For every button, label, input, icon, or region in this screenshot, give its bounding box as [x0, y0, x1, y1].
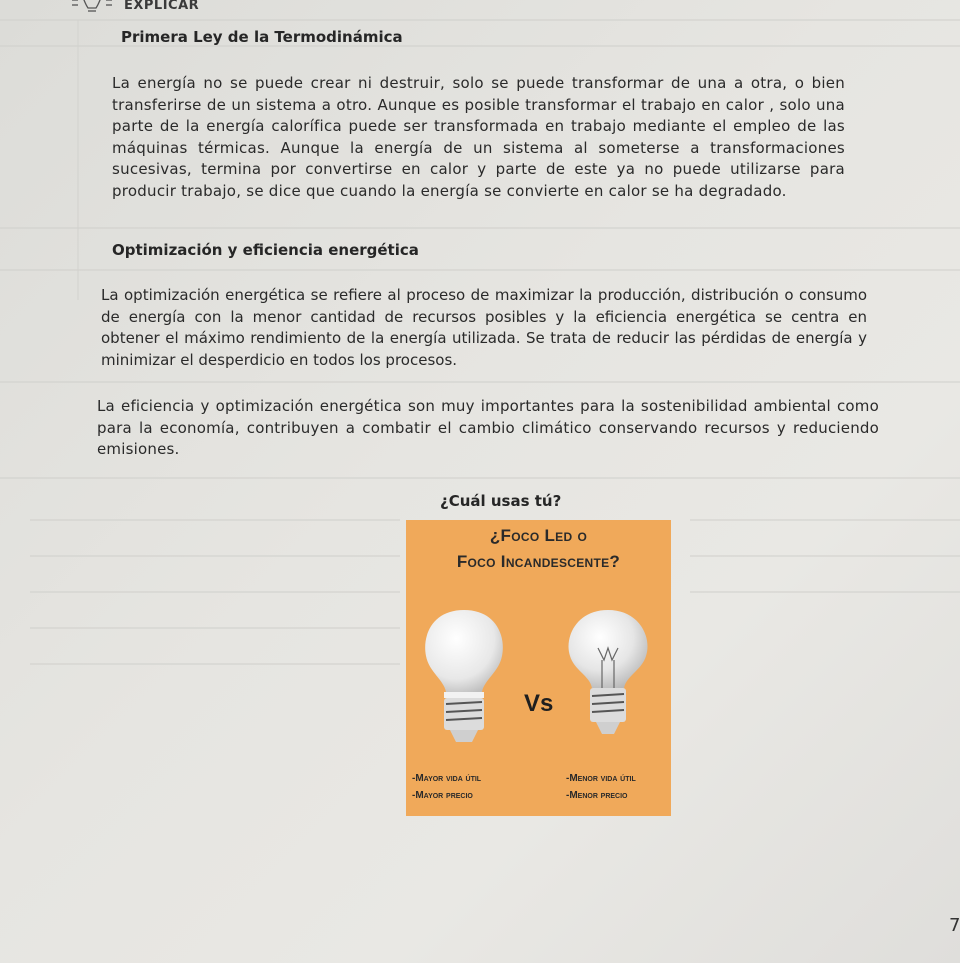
incandescent-bulb-icon	[562, 608, 654, 748]
led-feature-1: -Mayor vida útil	[412, 773, 482, 784]
paragraph-optimization: La optimización energética se refiere al proceso de maximizar la producción, distribución o consumo de energía con la menor cantidad de recursos posibles y la eficiencia energética se centra en obtener el máximo rendimiento de la energía utilizada. Se trata de reducir las pérdidas de energía y minimizar el desperdicio en todos los procesos.	[101, 286, 867, 369]
lightbulb-icon	[70, 0, 114, 18]
infographic-title-line2: Foco Incandescente?	[456, 552, 621, 571]
led-vs-incandescent-infographic	[406, 520, 671, 816]
section-header	[70, 0, 199, 16]
page-number: 7	[949, 915, 960, 936]
paragraph-thermodynamics: La energía no se puede crear ni destruir, solo se puede transformar de una a otra, o bien transferirse de un sistema a otro. Aunque es posible transformar el trabajo en calor , solo una parte de la energía calorífica puede ser transformada en trabajo mediante el empleo de las máquinas térmicas. Aunque la energía de un sistema al someterse a transformaciones sucesivas, termina por convertirse en calor y parte de este ya no puede utilizarse para producir trabajo, se dice que cuando la energía se convierte en calor se ha degradado.	[112, 74, 845, 200]
question-heading: ¿Cuál usas tú?	[440, 492, 562, 510]
section-title-optimization: Optimización y eficiencia energética	[112, 241, 419, 259]
section-title-thermodynamics: Primera Ley de la Termodinámica	[121, 28, 403, 46]
incandescent-feature-1: -Menor vida útil	[566, 773, 636, 784]
incandescent-feature-2: -Menor precio	[566, 790, 628, 801]
versus-label: Vs	[524, 690, 554, 717]
infographic-title-line1: ¿Foco Led o	[489, 526, 588, 545]
led-feature-2: -Mayor precio	[412, 790, 473, 801]
paragraph-sustainability: La eficiencia y optimización energética son muy importantes para la sostenibilidad ambiental como para la economía, contribuyen a combatir el cambio climático conservando recursos y reduciendo emisiones.	[97, 397, 879, 458]
led-bulb-icon	[418, 606, 510, 746]
header-label: EXPLICAR	[124, 0, 200, 13]
